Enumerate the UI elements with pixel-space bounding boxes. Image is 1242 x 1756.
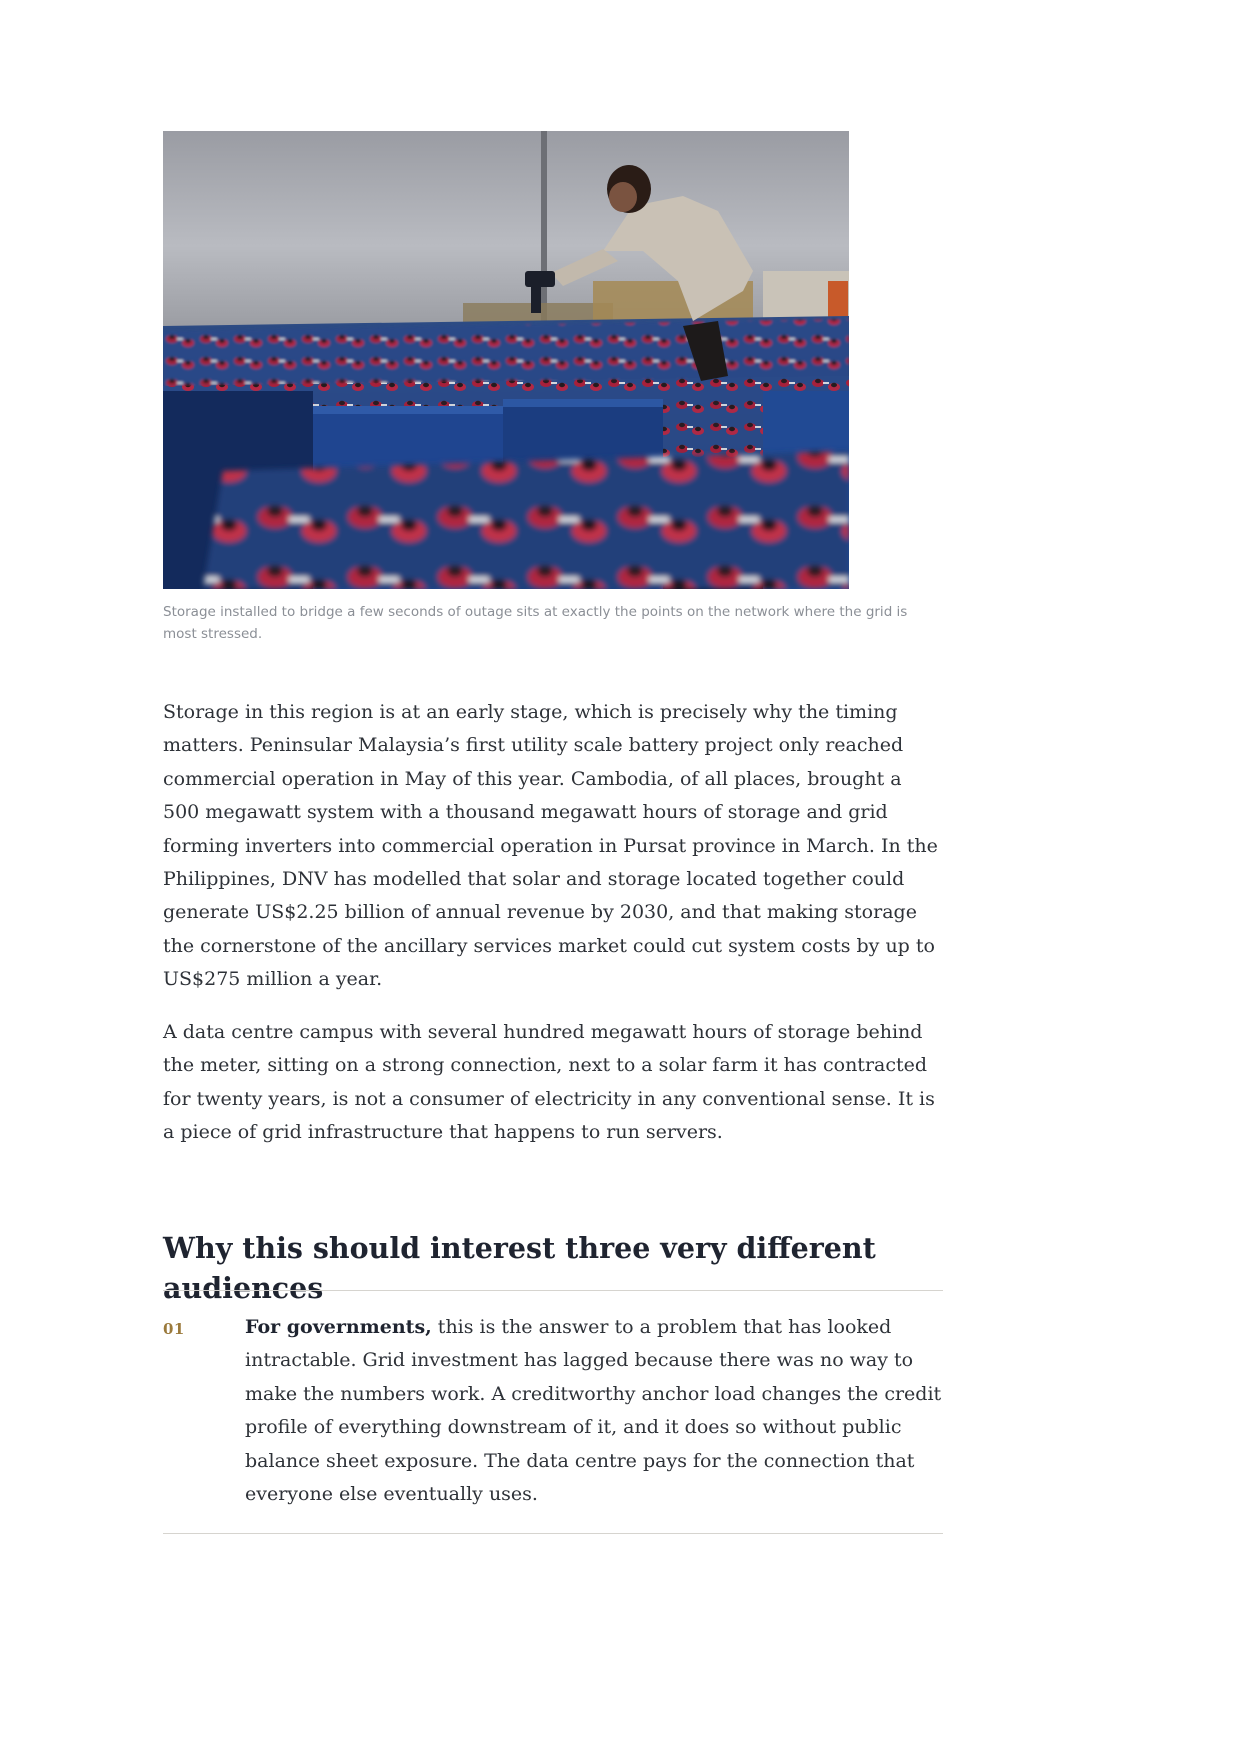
body-paragraph: A data centre campus with several hundred megawatt hours of storage behind the meter, sitting on a strong connection, next to a solar farm it has contracted for twenty years, is not a consumer of electricity in any conventional sense. It is a piece of grid infrastructure that happens to run servers.: [163, 1021, 935, 1144]
body-paragraph: Storage in this region is at an early stage, which is precisely why the timing matters. Peninsular Malaysia’s first utility scale battery project only reached commercial operation in May of this year. Cambodia, of all places, brought a 500 megawatt system with a thousand megawatt hours of storage and grid forming inverters into commercial operation in Pursat province in March. In the Philippines, DNV has modelled that solar and storage located together could generate US$2.25 billion of annual revenue by 2030, and that making storage the cornerstone of the ancillary services market could cut system costs by up to US$275 million a year.: [163, 701, 938, 991]
divider: [163, 1290, 943, 1291]
item-body: [245, 1311, 943, 1511]
item-text: this is the answer to a problem that has looked intractable. Grid investment has lagged because there was no way to make the numbers work. A creditworthy anchor load changes the credit profile of everything downstream of it, and it does so without public balance sheet exposure. The data centre pays for the connection that everyone else eventually uses.: [245, 1316, 942, 1506]
battery-storage-photo: [163, 131, 849, 589]
item-lead: For governments,: [245, 1316, 432, 1338]
section-heading: Why this should interest three very different audiences: [163, 1231, 876, 1305]
photo-caption: Storage installed to bridge a few seconds of outage sits at exactly the points on the network where the grid is most stressed.: [163, 604, 908, 642]
divider: [163, 1533, 943, 1534]
item-number: 01: [163, 1320, 185, 1338]
photo-illustration: [163, 131, 849, 589]
